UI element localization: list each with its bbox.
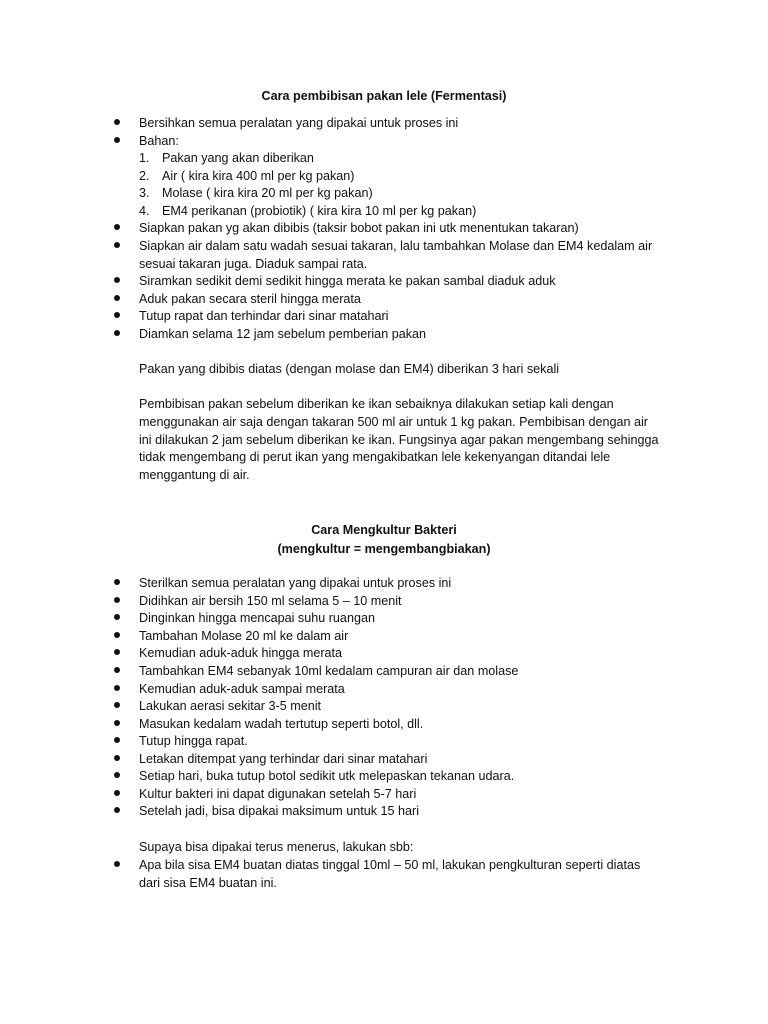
bullet-icon [114,290,122,298]
list-item: Kemudian aduk-aduk sampai merata [139,682,345,696]
ingredient-item: EM4 perikanan (probiotik) ( kira kira 10 ml per kg pakan) [162,204,477,218]
list-item: Siramkan sedikit demi sedikit hingga merata ke pakan sambal diaduk aduk [139,274,556,288]
list-item: Sterilkan semua peralatan yang dipakai untuk proses ini [139,576,452,590]
bullet-icon [114,715,122,723]
list-item: Siapkan pakan yg akan dibibis (taksir bobot pakan ini utk menentukan takaran) [139,221,579,235]
list-item: Lakukan aerasi sekitar 3-5 menit [139,699,322,713]
paragraph-line: menggantung di air. [139,468,250,482]
bullet-icon [114,785,122,793]
section2-title: Cara Mengkultur Bakteri [311,523,457,537]
bullet-icon [114,627,122,635]
ingredient-number: 2. [139,169,150,183]
ingredient-number: 4. [139,204,150,218]
list-item: Letakan ditempat yang terhindar dari sinar matahari [139,752,428,766]
paragraph-line: tidak mengembang di perut ikan yang mengakibatkan lele kekenyangan ditandai lele [139,450,611,464]
list-item: Aduk pakan secara steril hingga merata [139,292,361,306]
list-item: Tambahkan EM4 sebanyak 10ml kedalam campuran air dan molase [139,664,519,678]
bullet-icon [114,767,122,775]
bullet-icon [114,680,122,688]
section1-title: Cara pembibisan pakan lele (Fermentasi) [261,89,507,103]
list-item: Setiap hari, buka tutup botol sedikit utk melepaskan tekanan udara. [139,769,515,783]
bullet-icon [114,644,122,652]
bullet-icon [114,237,122,245]
list-item: Tutup hingga rapat. [139,734,248,748]
paragraph: Pakan yang dibibis diatas (dengan molase dan EM4) diberikan 3 hari sekali [139,362,560,376]
bullet-icon [114,609,122,617]
list-item-continuation: dari sisa EM4 buatan ini. [139,876,277,890]
section2-subtitle: (mengkultur = mengembangbiakan) [277,542,491,556]
list-item: Diamkan selama 12 jam sebelum pemberian pakan [139,327,427,341]
bullet-icon [114,802,122,810]
bullet-icon [114,114,122,122]
bullet-icon [114,750,122,758]
list-item: Bahan: [139,134,179,148]
list-item: Apa bila sisa EM4 buatan diatas tinggal 10ml – 50 ml, lakukan pengkulturan seperti diatas [139,858,641,872]
bullet-icon [114,592,122,600]
paragraph-line: menggunakan air saja dengan takaran 500 ml air untuk 1 kg pakan. Pembibisan dengan air [139,415,648,429]
bullet-icon [114,272,122,280]
bullet-icon [114,574,122,582]
ingredient-item: Air ( kira kira 400 ml per kg pakan) [162,169,355,183]
list-item: Tutup rapat dan terhindar dari sinar matahari [139,309,389,323]
list-item: Didihkan air bersih 150 ml selama 5 – 10 menit [139,594,402,608]
bullet-icon [114,132,122,140]
paragraph: Supaya bisa dipakai terus menerus, lakukan sbb: [139,840,414,854]
ingredient-number: 1. [139,151,150,165]
bullet-icon [114,219,122,227]
list-item: Masukan kedalam wadah tertutup seperti botol, dll. [139,717,424,731]
bullet-icon [114,662,122,670]
paragraph-line: ini dilakukan 2 jam sebelum diberikan ke ikan. Fungsinya agar pakan mengembang sehingga [139,433,659,447]
paragraph-line: Pembibisan pakan sebelum diberikan ke ikan sebaiknya dilakukan setiap kali dengan [139,397,614,411]
bullet-icon [114,325,122,333]
ingredient-number: 3. [139,186,150,200]
list-item: Tambahan Molase 20 ml ke dalam air [139,629,349,643]
bullet-icon [114,856,122,864]
list-item: Setelah jadi, bisa dipakai maksimum untuk 15 hari [139,804,420,818]
list-item: Bersihkan semua peralatan yang dipakai untuk proses ini [139,116,459,130]
bullet-icon [114,732,122,740]
bullet-icon [114,307,122,315]
bullet-icon [114,697,122,705]
list-item-continuation: sesuai takaran juga. Diaduk sampai rata. [139,257,368,271]
list-item: Siapkan air dalam satu wadah sesuai takaran, lalu tambahkan Molase dan EM4 kedalam air [139,239,653,253]
ingredient-item: Pakan yang akan diberikan [162,151,314,165]
list-item: Dinginkan hingga mencapai suhu ruangan [139,611,375,625]
ingredient-item: Molase ( kira kira 20 ml per kg pakan) [162,186,373,200]
list-item: Kultur bakteri ini dapat digunakan setelah 5-7 hari [139,787,417,801]
list-item: Kemudian aduk-aduk hingga merata [139,646,343,660]
